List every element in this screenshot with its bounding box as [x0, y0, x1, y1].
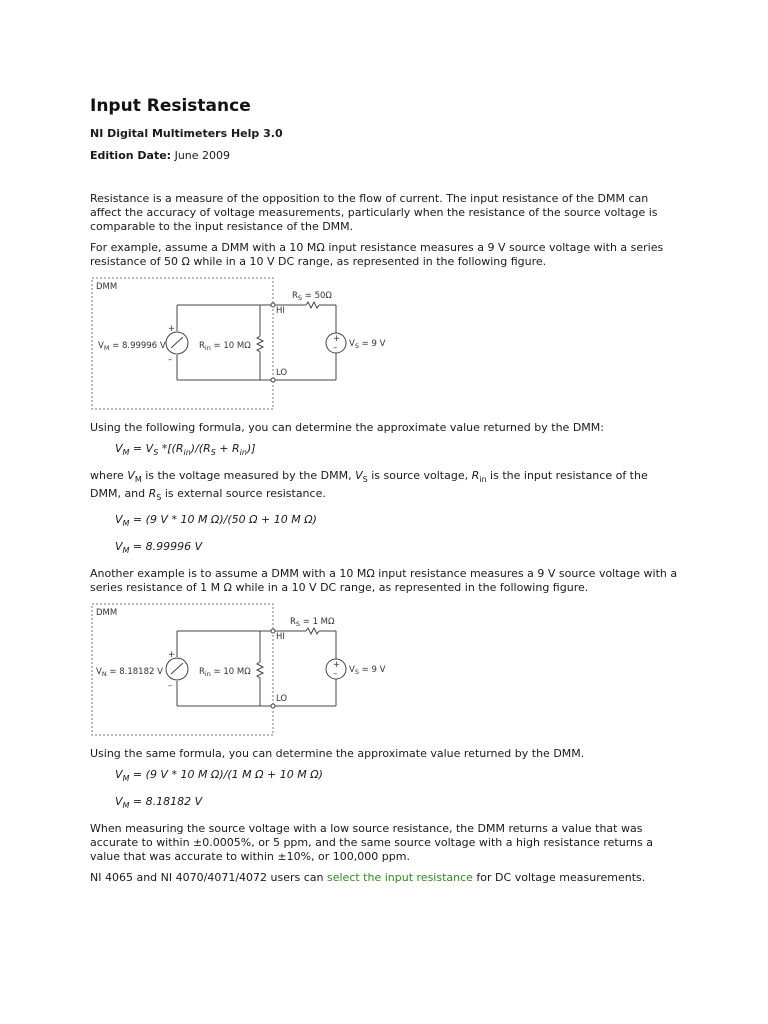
select-input-resistance-link[interactable]: select the input resistance: [327, 871, 473, 885]
circuit-diagram-1: [90, 276, 390, 412]
page-title: Input Resistance: [90, 96, 251, 116]
calc1-line1: $V_M = (9$ V * 10 M Ω)/(50 Ω + 10 M Ω): [115, 512, 317, 528]
rin-label: $R_{in} = 10$ MΩ: [199, 666, 251, 678]
rs-label: $R_S = 1$ MΩ: [290, 616, 335, 628]
rin-resistor: [257, 336, 263, 352]
svg-text:–: –: [333, 343, 338, 353]
calc2-line2: $V_M = 8.18182$ V: [115, 795, 203, 811]
rs-resistor: [306, 628, 319, 634]
svg-text:LO: LO: [276, 368, 288, 378]
svg-text:+: +: [333, 334, 341, 344]
general-formula: $V_M = V_S$ $*[(R_{in})/(R_S + R_{in})]$: [115, 442, 256, 458]
svg-text:HI: HI: [276, 631, 285, 642]
circuit-diagram-2: [90, 602, 390, 738]
rs-label: $R_S = 50\Omega$: [292, 291, 332, 302]
rin-label: $R_{in} = 10$ MΩ: [199, 341, 251, 352]
svg-text:HI: HI: [276, 306, 285, 316]
vm-label: $V_N = 8.18182$ V: [96, 666, 163, 678]
conclusion-paragraph: When measuring the source voltage with a low source resistance, the DMM returns a value that was accurate to within ±0.0005%, or 5 ppm, and the same source voltage with a high resistance returns a value that was accurate to within ±10%, or 100,000 ppm.: [90, 822, 653, 864]
hi-terminal: [271, 629, 275, 633]
dmm-label: DMM: [96, 282, 118, 292]
circuit-figure-1: [90, 276, 680, 412]
intro-paragraph: Resistance is a measure of the opposition to the flow of current. The input resistance of the DMM can affect the accuracy of voltage measurements, particularly when the resistance of the source voltage is comparable to the input resistance of the DMM.: [90, 192, 658, 233]
edition-date: Edition Date: June 2009: [90, 149, 231, 162]
lo-terminal: [271, 378, 275, 382]
where-paragraph: where $V_M$ is the voltage measured by the DMM, $V_S$ is source voltage, $R_{in}$ is the input resistance of the DMM, and $R_S$ is external source resistance.: [90, 469, 648, 503]
svg-text:+: +: [333, 659, 341, 670]
lo-terminal: [271, 704, 275, 708]
hi-terminal: [271, 303, 275, 307]
vs-label: $V_S = 9$ V: [349, 664, 386, 676]
vs-label: $V_S = 9$ V: [349, 339, 386, 350]
example2-paragraph: Another example is to assume a DMM with a 10 MΩ input resistance measures a 9 V source voltage with a series resistance of 1 M Ω while in a 10 V DC range, as represented in the following figure.: [90, 566, 678, 594]
vm-label: $V_M = 8.99996$ V: [98, 341, 166, 352]
circuit-figure-2: [90, 602, 680, 738]
example1-paragraph: For example, assume a DMM with a 10 MΩ input resistance measures a 9 V source voltage with a series resistance of 50 Ω while in a 10 V DC range, as represented in the following figure.: [90, 241, 664, 268]
svg-text:+: +: [168, 324, 176, 334]
formula-intro: Using the following formula, you can determine the approximate value returned by the DMM:: [90, 421, 604, 434]
calc1-line2: $V_M = 8.99996$ V: [115, 539, 203, 555]
rin-resistor: [257, 662, 263, 678]
product-name: NI Digital Multimeters Help 3.0: [90, 127, 283, 140]
help-page: [90, 96, 680, 892]
svg-text:+: +: [168, 649, 176, 660]
dmm-label: DMM: [96, 607, 118, 618]
svg-text:–: –: [168, 355, 173, 365]
svg-text:–: –: [168, 680, 173, 691]
svg-text:–: –: [333, 668, 338, 679]
rs-resistor: [306, 302, 319, 308]
calc2-line1: $V_M = (9$ V * 10 M Ω)/(1 M Ω + 10 M Ω): [115, 767, 323, 784]
formula2-intro: Using the same formula, you can determine the approximate value returned by the DMM.: [90, 746, 585, 760]
final-paragraph: NI 4065 and NI 4070/4071/4072 users can select the input resistance for DC voltage measurements.: [90, 871, 646, 885]
svg-text:LO: LO: [276, 693, 288, 704]
